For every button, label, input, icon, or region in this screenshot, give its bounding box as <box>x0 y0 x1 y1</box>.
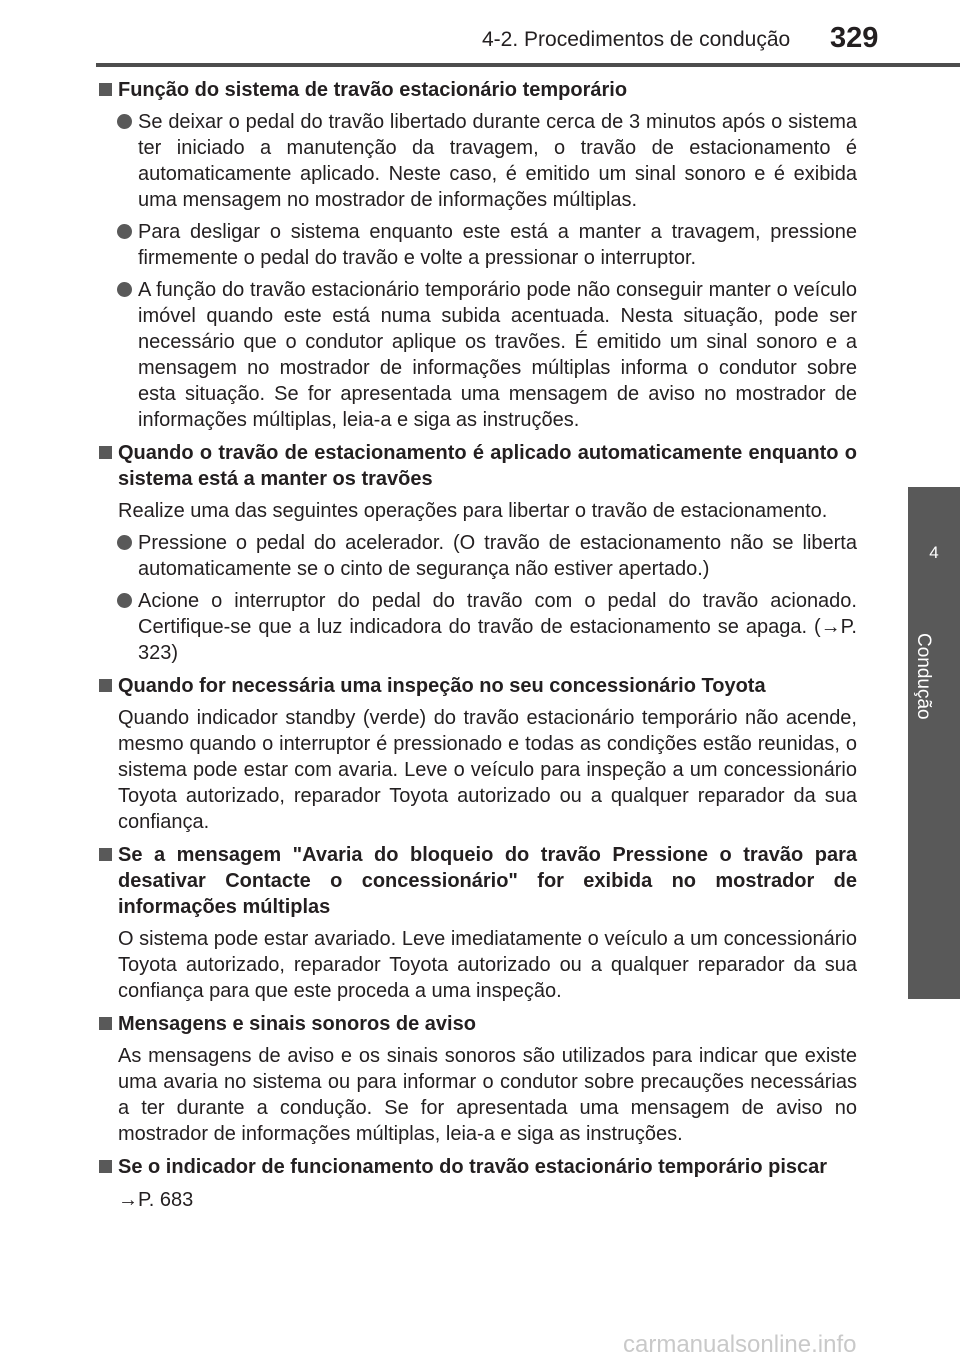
square-bullet-icon <box>99 83 112 96</box>
section-title: 4-2. Procedimentos de condução <box>482 28 791 51</box>
bullet-text: A função do travão estacionário temporário pode não conseguir manter o veículo imóvel quando este está numa subida acentuada. Nesta situação, pode ser necessário que o condutor aplique os travões. É emitido um sinal sonoro e a mensagem no mostrador de informações múltiplas informa o condutor sobre esta situação. Se for apresentada uma mensagem de aviso no mostrador de informações múltiplas, leia-a e siga as instruções. <box>138 279 857 431</box>
circle-bullet-icon <box>117 535 132 550</box>
section-paragraph: Quando indicador standby (verde) do travão estacionário temporário não acende, mesmo quando o interruptor é pressionado e todas as condições estão reunidas, o sistema pode estar com avaria. Leve o veículo para inspeção a um concessionário Toyota autorizado, reparador Toyota autorizado ou a qualquer reparador da sua confiança. <box>118 707 857 833</box>
bullet-text: Acione o interruptor do pedal do travão com o pedal do travão acionado. Certifique-se que a luz indicadora do travão de estacionamento se apaga. (→P. 323) <box>138 590 857 664</box>
bullet-text: Pressione o pedal do acelerador. (O travão de estacionamento não se liberta automaticamente se o cinto de segurança não estiver apertado.) <box>138 532 857 580</box>
square-bullet-icon <box>99 1017 112 1030</box>
section-paragraph: O sistema pode estar avariado. Leve imediatamente o veículo a um concessionário Toyota autorizado, reparador Toyota autorizado ou a qualquer reparador da sua confiança para que este proceda a uma inspeção. <box>118 928 857 1002</box>
section-heading-text: Quando o travão de estacionamento é aplicado automaticamente enquanto o sistema está a manter os travões <box>118 442 857 490</box>
square-bullet-icon <box>99 679 112 692</box>
section-paragraph: Realize uma das seguintes operações para libertar o travão de estacionamento. <box>118 500 828 522</box>
bullet-text: Se deixar o pedal do travão libertado durante cerca de 3 minutos após o sistema ter iniciado a manutenção da travagem, o travão de estacionamento é automaticamente aplicado. Neste caso, é emitido um sinal sonoro e é exibida uma mensagem no mostrador de informações múltiplas. <box>138 111 857 211</box>
section-heading-text: Função do sistema de travão estacionário temporário <box>118 79 628 101</box>
section-heading-text: Quando for necessária uma inspeção no seu concessionário Toyota <box>118 675 766 697</box>
section-heading <box>97 440 857 492</box>
section-heading <box>97 1011 857 1037</box>
chapter-number: 4 <box>929 543 939 562</box>
bullet-item <box>117 109 857 213</box>
circle-bullet-icon <box>117 282 132 297</box>
section-heading <box>97 77 857 103</box>
bullet-item <box>117 530 857 582</box>
page-number: 329 <box>830 22 879 54</box>
circle-bullet-icon <box>117 593 132 608</box>
section-heading-text: Se a mensagem "Avaria do bloqueio do travão Pressione o travão para desativar Contacte o concessionário" for exibida no mostrador de informações múltiplas <box>118 844 857 918</box>
watermark: carmanualsonline.info <box>623 1331 857 1358</box>
bullet-item <box>117 219 857 271</box>
section-paragraph: As mensagens de aviso e os sinais sonoros são utilizados para indicar que existe uma avaria no sistema ou para informar o condutor sobre precauções necessárias a ter durante a condução. Se for apresentada uma mensagem de aviso no mostrador de informações múltiplas, leia-a e siga as instruções. <box>118 1045 857 1145</box>
bullet-item <box>117 588 857 666</box>
page-content <box>97 77 857 1213</box>
chapter-label: Condução <box>913 633 934 720</box>
section-heading-text: Mensagens e sinais sonoros de aviso <box>118 1013 476 1035</box>
square-bullet-icon <box>99 848 112 861</box>
section-heading <box>97 842 857 920</box>
section-heading <box>97 1154 857 1180</box>
square-bullet-icon <box>99 1160 112 1173</box>
square-bullet-icon <box>99 446 112 459</box>
header-divider <box>96 63 960 67</box>
section-heading-text: Se o indicador de funcionamento do travão estacionário temporário piscar <box>118 1156 828 1178</box>
section-heading <box>97 673 857 699</box>
page-reference[interactable]: →P. 683 <box>118 1189 194 1211</box>
circle-bullet-icon <box>117 114 132 129</box>
chapter-tab <box>908 487 960 999</box>
bullet-item <box>117 277 857 433</box>
bullet-text: Para desligar o sistema enquanto este está a manter a travagem, pressione firmemente o pedal do travão e volte a pressionar o interruptor. <box>138 221 857 269</box>
circle-bullet-icon <box>117 224 132 239</box>
